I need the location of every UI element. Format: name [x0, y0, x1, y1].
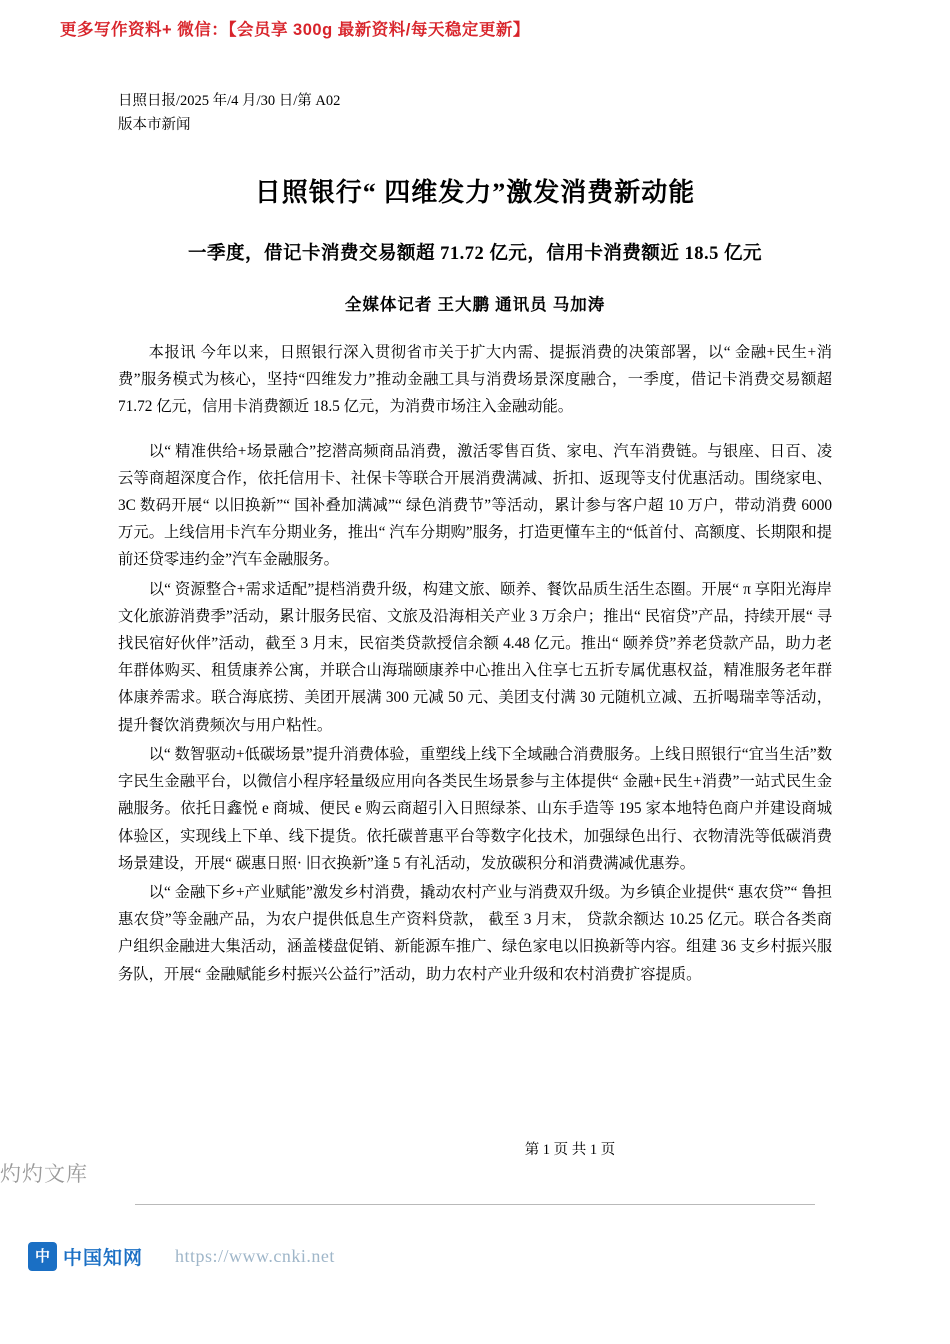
article-subheadline: 一季度，借记卡消费交易额超 71.72 亿元，信用卡消费额近 18.5 亿元	[187, 243, 762, 264]
paragraph: 以“ 精准供给+场景融合”挖潜高频商品消费，激活零售百货、家电、汽车消费链。与银座、日百、凌云等商超深度合作，依托信用卡、社保卡等联合开展消费满减、折扣、返现等支付优惠活动。围绕家电、3C 数码开展“ 以旧换新”“ 国补叠加满减”“ 绿色消费节”等活动，累计参与客户超 10 万户，带动消费 6000 万元。上线信用卡汽车分期业务，推出“ 汽车分期购”服务，打造更懂车主的“低首付、高额度、长期限和提前还贷零违约金”汽车金融服务。	[118, 442, 832, 569]
cnki-logo	[28, 1242, 144, 1294]
paragraph: 以“ 金融下乡+产业赋能”激发乡村消费，撬动农村产业与消费双升级。为乡镇企业提供“ 惠农贷”“ 鲁担惠农贷”等金融产品，为农户提供低息生产资料贷款， 截至 3 月末， 贷款余额达 10.25 亿元。联合各类商户组织金融进大集活动，涵盖楼盘促销、新能源车推广、绿色家电以旧换新等内容。组建 36 支乡村振兴服务队，开展“ 金融赋能乡村振兴公益行”活动，助力农村产业升级和农村消费扩容提质。	[118, 884, 832, 983]
source-line-2: 版本市新闻	[118, 116, 191, 133]
cnki-name: 中国知网	[63, 1248, 144, 1269]
cnki-badge-icon: 中国	[28, 1242, 57, 1271]
article-body	[118, 339, 832, 988]
paragraph: 以“ 数智驱动+低碳场景”提升消费体验，重塑线上线下全域融合消费服务。上线日照银行“宜当生活”数字民生金融平台，以微信小程序轻量级应用向各类民生场景参与主体提供“ 金融+民生+消费”一站式民生金融服务。依托日鑫悦 e 商城、便民 e 购云商超引入日照绿茶、山东手造等 195 家本地特色商户并建设商城体验区，实现线上下单、线下提货。依托碳普惠平台等数字化技术，加强绿色出行、衣物清洗等低碳消费场景建设，开展“ 碳惠日照· 旧衣换新”逢 5 有礼活动，发放碳积分和消费满减优惠券。	[118, 745, 832, 872]
article-byline: 全媒体记者 王大鹏 通讯员 马加涛	[344, 294, 606, 314]
page-indicator: 第 1 页 共 1 页	[524, 1142, 616, 1158]
cnki-branding	[28, 1242, 335, 1294]
watermark-library: 灼灼文库	[0, 1162, 88, 1186]
cnki-url: https://www.cnki.net	[175, 1246, 335, 1266]
source-line-1: 日照日报/2025 年/4 月/30 日/第 A02	[118, 93, 341, 109]
paragraph: 以“ 资源整合+需求适配”提档消费升级，构建文旅、颐养、餐饮品质生活生态圈。开展“ π 享阳光海岸文化旅游消费季”活动，累计服务民宿、文旅及沿海相关产业 3 万余户；推出“ 民宿贷”产品，持续开展“ 寻找民宿好伙伴”活动，截至 3 月末，民宿类贷款授信余额 4.48 亿元。推出“ 颐养贷”养老贷款产品，助力老年群体购买、租赁康养公寓，并联合山海瑞颐康养中心推出入住享七五折专属优惠权益，精准服务老年群体康养需求。联合海底捞、美团开展满 300 元减 50 元、美团支付满 30 元随机立减、五折喝瑞幸等活动，提升餐饮消费频次与用户粘性。	[118, 580, 832, 734]
paragraph: 本报讯 今年以来，日照银行深入贯彻省市关于扩大内需、提振消费的决策部署，以“ 金融+民生+消费”服务模式为核心，坚持“四维发力”推动金融工具与消费场景深度融合，一季度，借记卡消费交易额超 71.72 亿元，信用卡消费额近 18.5 亿元，为消费市场注入金融动能。	[118, 343, 832, 416]
article-headline: 日照银行“ 四维发力”激发消费新动能	[254, 177, 696, 207]
article-content	[118, 90, 832, 990]
promo-banner: 更多写作资料+ 微信：【会员享 300g 最新资料/每天稳定更新】	[60, 21, 530, 39]
footer-divider	[135, 1204, 815, 1205]
